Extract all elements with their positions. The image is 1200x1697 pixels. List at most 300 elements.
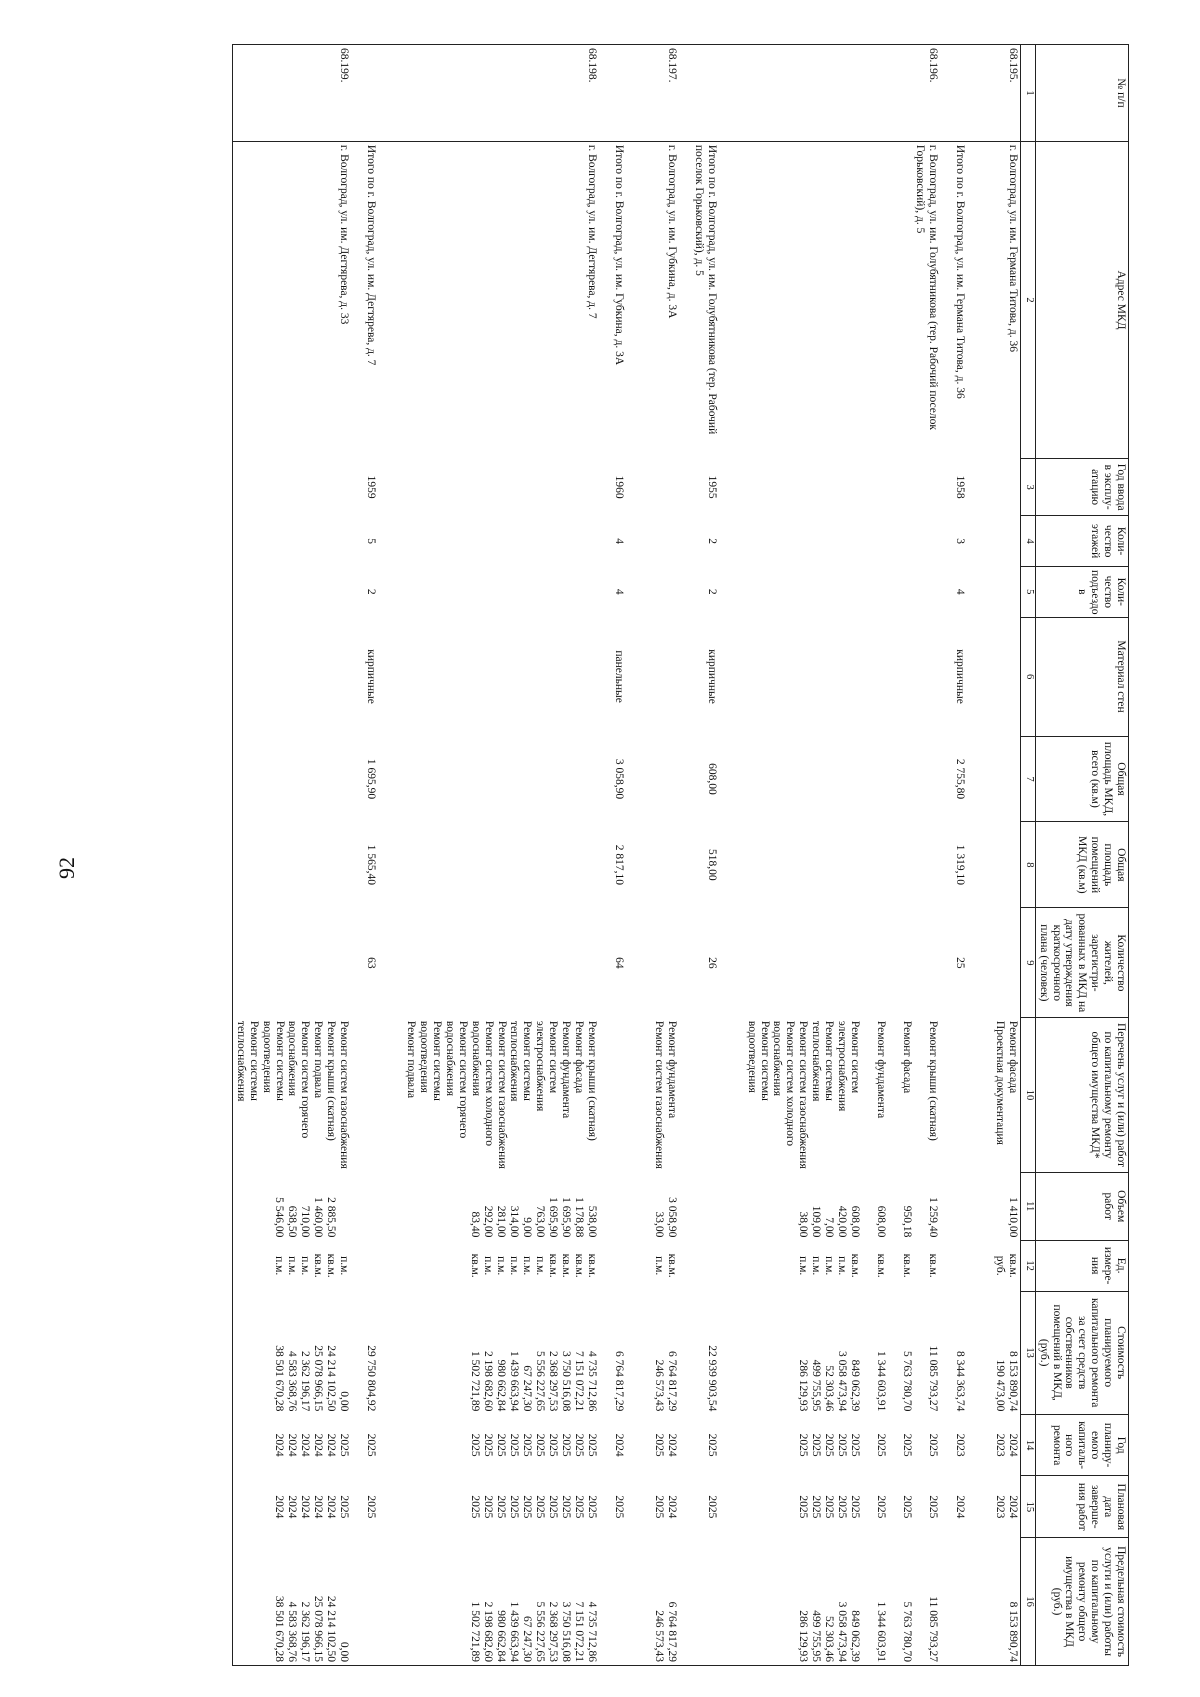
- spacer-cell: [940, 459, 952, 516]
- cell-line: [913, 1541, 926, 1662]
- total-area: 2 755,80: [953, 758, 966, 800]
- cell-line: 980 662,84: [495, 1359, 508, 1412]
- cell-line: 980 662,84: [495, 1610, 508, 1662]
- cell-line: 849 062,39: [848, 1610, 861, 1662]
- floors: [233, 516, 352, 567]
- cell-line: 2024: [666, 1433, 679, 1457]
- cell-line: 2 362 196,17: [299, 1350, 312, 1412]
- cell-line: 2025: [482, 1433, 495, 1457]
- cell-line: [861, 1021, 874, 1169]
- cell-line: 2025: [822, 1495, 835, 1519]
- spacer-cell: [351, 822, 363, 908]
- residents: [744, 908, 940, 1018]
- cell-line: 2024: [1006, 1433, 1019, 1457]
- cost-list: [744, 1291, 940, 1414]
- plan-year-list: [691, 1414, 744, 1476]
- spacer-cell: [599, 822, 611, 908]
- cell-line: Ремонт фундамента: [560, 1020, 573, 1119]
- header-cell: Объем работ: [1035, 1172, 1128, 1240]
- cell-line: 8 153 890,74: [1006, 1601, 1019, 1662]
- rooms-area: 1 565,40: [365, 844, 378, 885]
- spacer-cell: [679, 1172, 691, 1240]
- cell-line: 2024: [325, 1495, 338, 1519]
- cell-line: Ремонт систем горячего водоснабжения: [286, 1020, 312, 1139]
- cell-line: 2025: [796, 1433, 809, 1457]
- spacer-cell: [940, 822, 952, 908]
- plan-year-list: [611, 1414, 651, 1476]
- cell-line: [861, 1243, 874, 1288]
- wall-material: [403, 617, 599, 736]
- column-number: 7: [1020, 736, 1035, 822]
- cell-line: 25 078 966,15: [312, 1595, 325, 1662]
- row-number: 68.199.: [233, 45, 352, 142]
- cell-line: 1 439 663,94: [508, 1601, 521, 1662]
- spacer-row: [940, 45, 952, 1666]
- cell-line: 2025: [900, 1433, 913, 1457]
- column-number: 5: [1020, 566, 1035, 617]
- works-list: [233, 1018, 352, 1172]
- cell-line: 4 583 368,76: [286, 1350, 299, 1412]
- spacer-cell: [679, 1018, 691, 1172]
- spacer-cell: [679, 822, 691, 908]
- header-cell: Перечень услуг и (или) работ по капитальному ремонту общего имущества МКД*: [1035, 1018, 1128, 1172]
- volume-list: [403, 1172, 599, 1240]
- cell-line: 1 695,90: [547, 1197, 560, 1238]
- cell-line: руб.: [993, 1255, 1006, 1276]
- spacer-row: [679, 45, 691, 1666]
- cell-line: 2025: [508, 1433, 521, 1457]
- column-number: 16: [1020, 1538, 1035, 1666]
- cell-line: 2025: [521, 1495, 534, 1519]
- cell-line: кв.м.: [325, 1253, 338, 1278]
- cell-line: 2025: [534, 1433, 547, 1457]
- cell-line: [887, 1021, 900, 1169]
- cell-line: п.м.: [338, 1256, 351, 1276]
- cost-list: [403, 1291, 599, 1414]
- cell-line: [913, 1294, 926, 1411]
- limit-cost-list: [952, 1538, 992, 1666]
- residents: [403, 908, 599, 1018]
- cell-line: 67 247,30: [521, 1616, 534, 1662]
- limit-cost-list: [233, 1538, 352, 1666]
- cell-line: п.м.: [653, 1256, 666, 1276]
- page-number: [52, 838, 82, 898]
- total-row: [363, 45, 403, 1666]
- spacer-cell: [679, 736, 691, 822]
- cell-line: Ремонт фундамента: [874, 1020, 887, 1119]
- spacer-cell: [940, 908, 952, 1018]
- cell-line: 1 344 603,91: [874, 1350, 887, 1412]
- works-list: [744, 1018, 940, 1172]
- cell-line: 2025: [547, 1433, 560, 1457]
- column-number: 10: [1020, 1018, 1035, 1172]
- wall-material: [992, 617, 1021, 736]
- cell-line: 2024: [286, 1495, 299, 1519]
- header-cell: Адрес МКД: [1035, 141, 1128, 458]
- unit-list: [744, 1240, 940, 1291]
- header-cell: Год планиру-емого капиталь-ного ремонта: [1035, 1414, 1128, 1476]
- table-row: [744, 45, 940, 1666]
- cell-line: п.м.: [534, 1256, 547, 1276]
- end-year-list: [744, 1476, 940, 1538]
- cell-line: 2024: [1006, 1495, 1019, 1519]
- address: г. Волгоград, ул. им. Губкина, д. 3А: [666, 144, 679, 319]
- cell-line: 608,00: [874, 1205, 887, 1238]
- total-area: [744, 736, 940, 822]
- cell-line: кв.м.: [666, 1253, 679, 1278]
- cell-line: 950,18: [900, 1205, 913, 1238]
- cell-line: 2025: [613, 1495, 626, 1519]
- cell-line: 2025: [547, 1495, 560, 1519]
- cell-line: п.м.: [822, 1256, 835, 1276]
- cell-line: [861, 1417, 874, 1473]
- cell-line: п.м.: [835, 1256, 848, 1276]
- spacer-cell: [940, 516, 952, 567]
- spacer-cell: [679, 141, 691, 458]
- spacer-cell: [599, 1291, 611, 1414]
- address: г. Волгоград, ул. им. Дегтярева, д. 33: [338, 144, 351, 325]
- plan-year-list: [403, 1414, 599, 1476]
- spacer-cell: [940, 1476, 952, 1538]
- column-number: 15: [1020, 1476, 1035, 1538]
- address: Итого по г. Волгоград, ул. им. Дегтярева, д. 7: [365, 144, 378, 366]
- cell-line: 2025: [469, 1433, 482, 1457]
- spacer-cell: [351, 459, 363, 516]
- cell-line: 2023: [993, 1495, 1006, 1519]
- column-number: 2: [1020, 141, 1035, 458]
- cell-line: кв.м.: [586, 1253, 599, 1278]
- cell-line: п.м.: [299, 1256, 312, 1276]
- cell-line: [913, 1417, 926, 1473]
- unit-list: [992, 1240, 1021, 1291]
- cost-list: [691, 1291, 744, 1414]
- total-area: [403, 736, 599, 822]
- spacer-cell: [351, 566, 363, 617]
- spacer-cell: [599, 1538, 611, 1666]
- cell-line: 3 058,90: [666, 1197, 679, 1238]
- spacer-cell: [351, 141, 363, 458]
- row-number: 68.195.: [992, 45, 1021, 142]
- cell-line: 2023: [953, 1433, 966, 1457]
- cell-line: [861, 1175, 874, 1237]
- works-list: [611, 1018, 651, 1172]
- rooms-area: 518,00: [705, 849, 718, 881]
- total-row: [691, 45, 744, 1666]
- cell-line: 38 501 670,28: [273, 1595, 286, 1662]
- limit-cost-list: [611, 1538, 651, 1666]
- cell-line: кв.м.: [469, 1253, 482, 1278]
- end-year-list: [952, 1476, 992, 1538]
- cell-line: п.м.: [273, 1256, 286, 1276]
- spacer-cell: [940, 1538, 952, 1666]
- cell-line: [913, 1175, 926, 1237]
- spacer-cell: [940, 617, 952, 736]
- cell-line: 2025: [874, 1495, 887, 1519]
- spacer-cell: [351, 736, 363, 822]
- cell-line: [887, 1541, 900, 1662]
- entrances: 4: [953, 588, 966, 595]
- wall-material: [744, 617, 940, 736]
- cell-line: 1 344 603,91: [874, 1601, 887, 1662]
- cell-line: Ремонт фасада: [900, 1020, 913, 1094]
- cell-line: Ремонт системы теплоснабжения: [810, 1020, 836, 1102]
- cell-line: 2025: [365, 1495, 378, 1519]
- spacer-cell: [599, 141, 611, 458]
- page-number-text: 92: [54, 857, 79, 879]
- unit-list: [691, 1240, 744, 1291]
- cell-line: 22 939 903,54: [705, 1345, 718, 1412]
- cell-line: 2024: [312, 1495, 325, 1519]
- cell-line: 33,00: [653, 1211, 666, 1238]
- spacer-cell: [599, 908, 611, 1018]
- cell-line: 5 556 227,65: [534, 1350, 547, 1412]
- spacer-cell: [940, 141, 952, 458]
- entrances: 2: [365, 588, 378, 595]
- address: Итого по г. Волгоград, ул. им. Губкина, д. 3А: [613, 144, 626, 366]
- cell-line: п.м.: [495, 1256, 508, 1276]
- cell-line: 2025: [822, 1433, 835, 1457]
- rooms-area: [403, 822, 599, 908]
- entrances: [992, 566, 1021, 617]
- total-area: 1 695,90: [365, 758, 378, 800]
- wall-material: кирпичные: [705, 649, 718, 704]
- cell-line: Ремонт системы водоотведения: [745, 1020, 771, 1101]
- header-cell: Общая площадь помещений МКД (кв.м): [1035, 822, 1128, 908]
- cell-line: 3 750 516,08: [560, 1350, 573, 1412]
- cell-line: 2024: [273, 1433, 286, 1457]
- cost-list: [363, 1291, 403, 1414]
- total-area: [992, 736, 1021, 822]
- cell-line: Ремонт фасада: [1006, 1020, 1019, 1094]
- cell-line: 2025: [495, 1433, 508, 1457]
- cell-line: 8 153 890,74: [1006, 1350, 1019, 1412]
- cell-line: 0,00: [338, 1391, 351, 1412]
- cell-line: 2024: [613, 1433, 626, 1457]
- cell-line: 2 198 682,60: [482, 1350, 495, 1412]
- cell-line: 3 058 473,94: [835, 1601, 848, 1662]
- wall-material: кирпичные: [365, 649, 378, 704]
- cell-line: 2025: [653, 1433, 666, 1457]
- spacer-cell: [599, 1240, 611, 1291]
- cell-line: 2025: [796, 1495, 809, 1519]
- cell-line: 1 439 663,94: [508, 1350, 521, 1412]
- spacer-cell: [351, 45, 363, 142]
- cell-line: 24 214 102,50: [325, 1345, 338, 1412]
- cell-line: Ремонт крыши (скатная): [926, 1020, 939, 1141]
- header-cell: Материал стен: [1035, 617, 1128, 736]
- volume-list: [992, 1172, 1021, 1240]
- cell-line: кв.м.: [848, 1253, 861, 1278]
- cost-list: [611, 1291, 651, 1414]
- cell-line: Ремонт систем холодного водоснабжения: [771, 1020, 797, 1147]
- cell-line: Ремонт системы водоотведения: [260, 1020, 286, 1101]
- header-cell: Предельная стоимость услуги и (или) работы по капитальному ремонту общего имущества в МКД (руб.): [1035, 1538, 1128, 1666]
- total-row: [611, 45, 651, 1666]
- end-year-list: [403, 1476, 599, 1538]
- cell-line: 190 473,00: [993, 1359, 1006, 1412]
- cell-line: 2 362 196,17: [299, 1601, 312, 1662]
- cell-line: 286 129,93: [796, 1610, 809, 1662]
- cell-line: 5 763 780,70: [900, 1601, 913, 1662]
- header-cell: Стоимость планируемого капитального ремонта за счет средств собственников помещений в МКД, (руб.): [1035, 1291, 1128, 1414]
- rooms-area: 2 817,10: [613, 844, 626, 885]
- spacer-cell: [940, 1172, 952, 1240]
- plan-year-list: [952, 1414, 992, 1476]
- wall-material: панельные: [613, 650, 626, 703]
- spacer-cell: [351, 1018, 363, 1172]
- cell-line: 420,00: [835, 1205, 848, 1238]
- cell-line: 6 764 817,29: [666, 1601, 679, 1662]
- cell-line: 2025: [848, 1433, 861, 1457]
- residents: [992, 908, 1021, 1018]
- cell-line: 6 764 817,29: [666, 1350, 679, 1412]
- cell-line: 1 460,00: [312, 1197, 325, 1238]
- cell-line: [887, 1417, 900, 1473]
- repair-plan-table: [232, 44, 1129, 1666]
- cell-line: Ремонт систем газоснабжения: [495, 1020, 508, 1169]
- spacer-cell: [599, 1414, 611, 1476]
- cell-line: 292,00: [482, 1205, 495, 1238]
- cell-line: 2 368 297,53: [547, 1350, 560, 1412]
- residents: [233, 908, 352, 1018]
- table-row: [651, 45, 679, 1666]
- cell-line: 3 058 473,94: [835, 1350, 848, 1412]
- spacer-cell: [599, 617, 611, 736]
- cell-line: 2025: [809, 1495, 822, 1519]
- entrances: 2: [705, 588, 718, 595]
- year-built: 1955: [705, 475, 718, 499]
- cell-line: [887, 1479, 900, 1535]
- cell-line: [337, 1175, 350, 1237]
- cell-line: кв.м.: [573, 1253, 586, 1278]
- volume-list: [952, 1172, 992, 1240]
- column-number: 14: [1020, 1414, 1035, 1476]
- column-number: 1: [1020, 45, 1035, 142]
- floors: [992, 516, 1021, 567]
- entrances: [233, 566, 352, 617]
- limit-cost-list: [992, 1538, 1021, 1666]
- table-row: [403, 45, 599, 1666]
- cell-line: 2024: [299, 1433, 312, 1457]
- spacer-cell: [940, 45, 952, 142]
- plan-year-list: [744, 1414, 940, 1476]
- spacer-cell: [599, 566, 611, 617]
- cell-line: Ремонт подвала: [405, 1020, 418, 1099]
- cell-line: Ремонт систем газоснабжения: [653, 1020, 666, 1169]
- end-year-list: [611, 1476, 651, 1538]
- rooms-area: [744, 822, 940, 908]
- floors: 2: [705, 538, 718, 544]
- year-built: [651, 459, 679, 516]
- cell-line: 2025: [809, 1433, 822, 1457]
- cell-line: Ремонт подвала: [312, 1020, 325, 1099]
- rooms-area: [992, 822, 1021, 908]
- cell-line: 2025: [848, 1495, 861, 1519]
- cell-line: 2024: [312, 1433, 325, 1457]
- spacer-cell: [940, 1018, 952, 1172]
- spacer-cell: [679, 1240, 691, 1291]
- spacer-row: [599, 45, 611, 1666]
- unit-list: [233, 1240, 352, 1291]
- end-year-list: [363, 1476, 403, 1538]
- limit-cost-list: [363, 1538, 403, 1666]
- cell-line: Ремонт крыши (скатная): [325, 1020, 338, 1141]
- year-built: 1960: [613, 475, 626, 499]
- cell-line: 763,00: [534, 1205, 547, 1238]
- header-cell: Коли-чество подъездо в: [1035, 566, 1128, 617]
- row-number: [952, 45, 992, 142]
- year-built: [744, 459, 940, 516]
- table-row: [233, 45, 352, 1666]
- cell-line: 4 735 712,86: [586, 1601, 599, 1662]
- cell-line: 2025: [653, 1495, 666, 1519]
- year-built: [233, 459, 352, 516]
- limit-cost-list: [403, 1538, 599, 1666]
- cell-line: Ремонт систем электроснабжения: [534, 1020, 560, 1112]
- spacer-cell: [940, 566, 952, 617]
- limit-cost-list: [744, 1538, 940, 1666]
- spacer-cell: [351, 617, 363, 736]
- works-list: [952, 1018, 992, 1172]
- residents: 25: [953, 957, 966, 969]
- spacer-cell: [679, 566, 691, 617]
- cell-line: 7,00: [822, 1217, 835, 1238]
- spacer-cell: [679, 459, 691, 516]
- cell-line: Проектная документация: [993, 1020, 1006, 1145]
- cell-line: 4 735 712,86: [586, 1350, 599, 1412]
- cell-line: Ремонт фасада: [573, 1020, 586, 1094]
- cell-line: 109,00: [809, 1205, 822, 1238]
- cell-line: 0,00: [338, 1641, 351, 1662]
- cell-line: кв.м.: [1006, 1253, 1019, 1278]
- cell-line: 2025: [365, 1433, 378, 1457]
- address: Итого по г. Волгоград, ул. им. Германа Титова, д. 36: [953, 144, 966, 399]
- cell-line: 7 151 072,21: [573, 1601, 586, 1662]
- cell-line: 608,00: [848, 1205, 861, 1238]
- cell-line: 2025: [705, 1495, 718, 1519]
- cell-line: Ремонт крыши (скатная): [586, 1020, 599, 1141]
- end-year-list: [992, 1476, 1021, 1538]
- spacer-cell: [351, 1291, 363, 1414]
- rooms-area: 1 319,10: [953, 844, 966, 885]
- cell-line: кв.м.: [926, 1253, 939, 1278]
- unit-list: [651, 1240, 679, 1291]
- cell-line: 2025: [508, 1495, 521, 1519]
- column-number-row: [1020, 45, 1035, 1666]
- cell-line: 2 198 682,60: [482, 1601, 495, 1662]
- cell-line: 8 344 363,74: [953, 1350, 966, 1412]
- cell-line: Ремонт фундамента: [666, 1020, 679, 1119]
- cell-line: 2025: [482, 1495, 495, 1519]
- cost-list: [233, 1291, 352, 1414]
- total-row: [952, 45, 992, 1666]
- spacer-cell: [679, 1538, 691, 1666]
- cell-line: 7 151 072,21: [573, 1350, 586, 1412]
- rooms-area: [233, 822, 352, 908]
- year-built: [403, 459, 599, 516]
- header-cell: Ед. измере-ния: [1035, 1240, 1128, 1291]
- cell-line: 25 078 966,15: [312, 1345, 325, 1412]
- volume-list: [611, 1172, 651, 1240]
- total-area: 608,00: [705, 763, 718, 795]
- total-area: [651, 736, 679, 822]
- limit-cost-list: [651, 1538, 679, 1666]
- spacer-cell: [940, 1291, 952, 1414]
- cell-line: 2024: [286, 1433, 299, 1457]
- floors: 4: [613, 538, 626, 544]
- cell-line: 2024: [953, 1495, 966, 1519]
- cell-line: 2025: [573, 1433, 586, 1457]
